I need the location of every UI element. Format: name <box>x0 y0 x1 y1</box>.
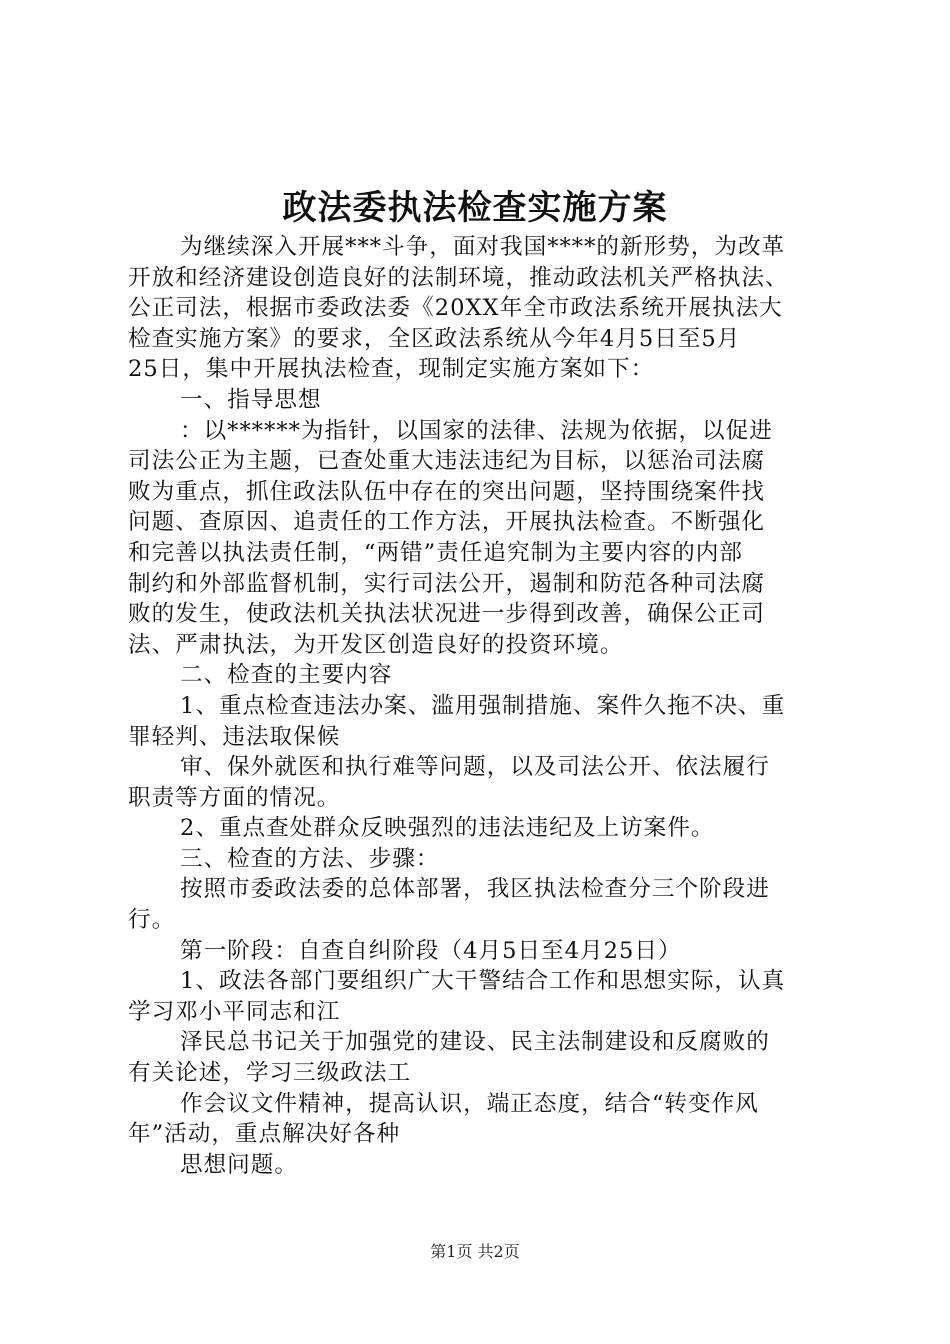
paragraph-line: 开放和经济建设创造良好的法制环境，推动政法机关严格执法、 <box>128 264 789 291</box>
paragraph-line: 作会议文件精神，提高认识，端正态度，结合“转变作风 <box>180 1090 759 1117</box>
stage-heading: 第一阶段：自查自纠阶段（4月5日至4月25日） <box>180 937 682 964</box>
paragraph-line: 按照市委政法委的总体部署，我区执法检查分三个阶段进 <box>180 876 770 903</box>
paragraph-line: 审、保外就医和执行难等问题，以及司法公开、依法履行 <box>180 754 770 781</box>
paragraph-line: 行。 <box>128 907 176 934</box>
paragraph-line: 年”活动，重点解决好各种 <box>128 1121 401 1148</box>
paragraph-line: 败为重点，抓住政法队伍中存在的突出问题，坚持围绕案件找 <box>128 478 766 505</box>
paragraph-line: 职责等方面的情况。 <box>128 784 341 811</box>
paragraph-line: 1、政法各部门要组织广大干警结合工作和思想实际，认真 <box>180 968 786 995</box>
paragraph-line: 制约和外部监督机制，实行司法公开，遏制和防范各种司法腐 <box>128 570 766 597</box>
document-title: 政法委执法检查实施方案 <box>282 188 668 228</box>
paragraph-line: 思想问题。 <box>180 1151 298 1178</box>
paragraph-line: 2、重点查处群众反映强烈的违法违纪及上访案件。 <box>180 815 715 842</box>
page-number-footer: 第1页 共2页 <box>430 1242 520 1261</box>
section-heading: 二、检查的主要内容 <box>180 662 393 689</box>
section-heading: 一、指导思想 <box>180 386 322 413</box>
paragraph-line: 司法公正为主题，已查处重大违法违纪为目标，以惩治司法腐 <box>128 448 766 475</box>
paragraph-line: 公正司法，根据市委政法委《20XX年全市政法系统开展执法大 <box>128 295 783 322</box>
paragraph-line: 和完善以执法责任制，“两错”责任追究制为主要内容的内部 <box>128 539 743 566</box>
paragraph-line: 有关论述，学习三级政法工 <box>128 1060 412 1087</box>
paragraph-line: 泽民总书记关于加强党的建设、民主法制建设和反腐败的 <box>180 1029 770 1056</box>
paragraph-line: 检查实施方案》的要求，全区政法系统从今年4月5日至5月 <box>128 325 741 352</box>
paragraph-line: 法、严肃执法，为开发区创造良好的投资环境。 <box>128 631 624 658</box>
paragraph-line: ：以******为指针，以国家的法律、法规为依据，以促进 <box>180 417 773 444</box>
paragraph-line: 25日，集中开展执法检查，现制定实施方案如下： <box>128 356 655 383</box>
paragraph-line: 为继续深入开展***斗争，面对我国****的新形势，为改革 <box>180 234 786 260</box>
paragraph-line: 败的发生，使政法机关执法状况进一步得到改善，确保公正司 <box>128 601 766 628</box>
section-heading: 三、检查的方法、步骤： <box>180 845 440 872</box>
paragraph-line: 问题、查原因、追责任的工作方法，开展执法检查。不断强化 <box>128 509 766 536</box>
paragraph-line: 罪轻判、违法取保候 <box>128 723 341 750</box>
document-body <box>128 232 836 1180</box>
paragraph-line: 学习邓小平同志和江 <box>128 998 341 1025</box>
paragraph-line: 1、重点检查违法办案、滥用强制措施、案件久拖不决、重 <box>180 692 786 719</box>
